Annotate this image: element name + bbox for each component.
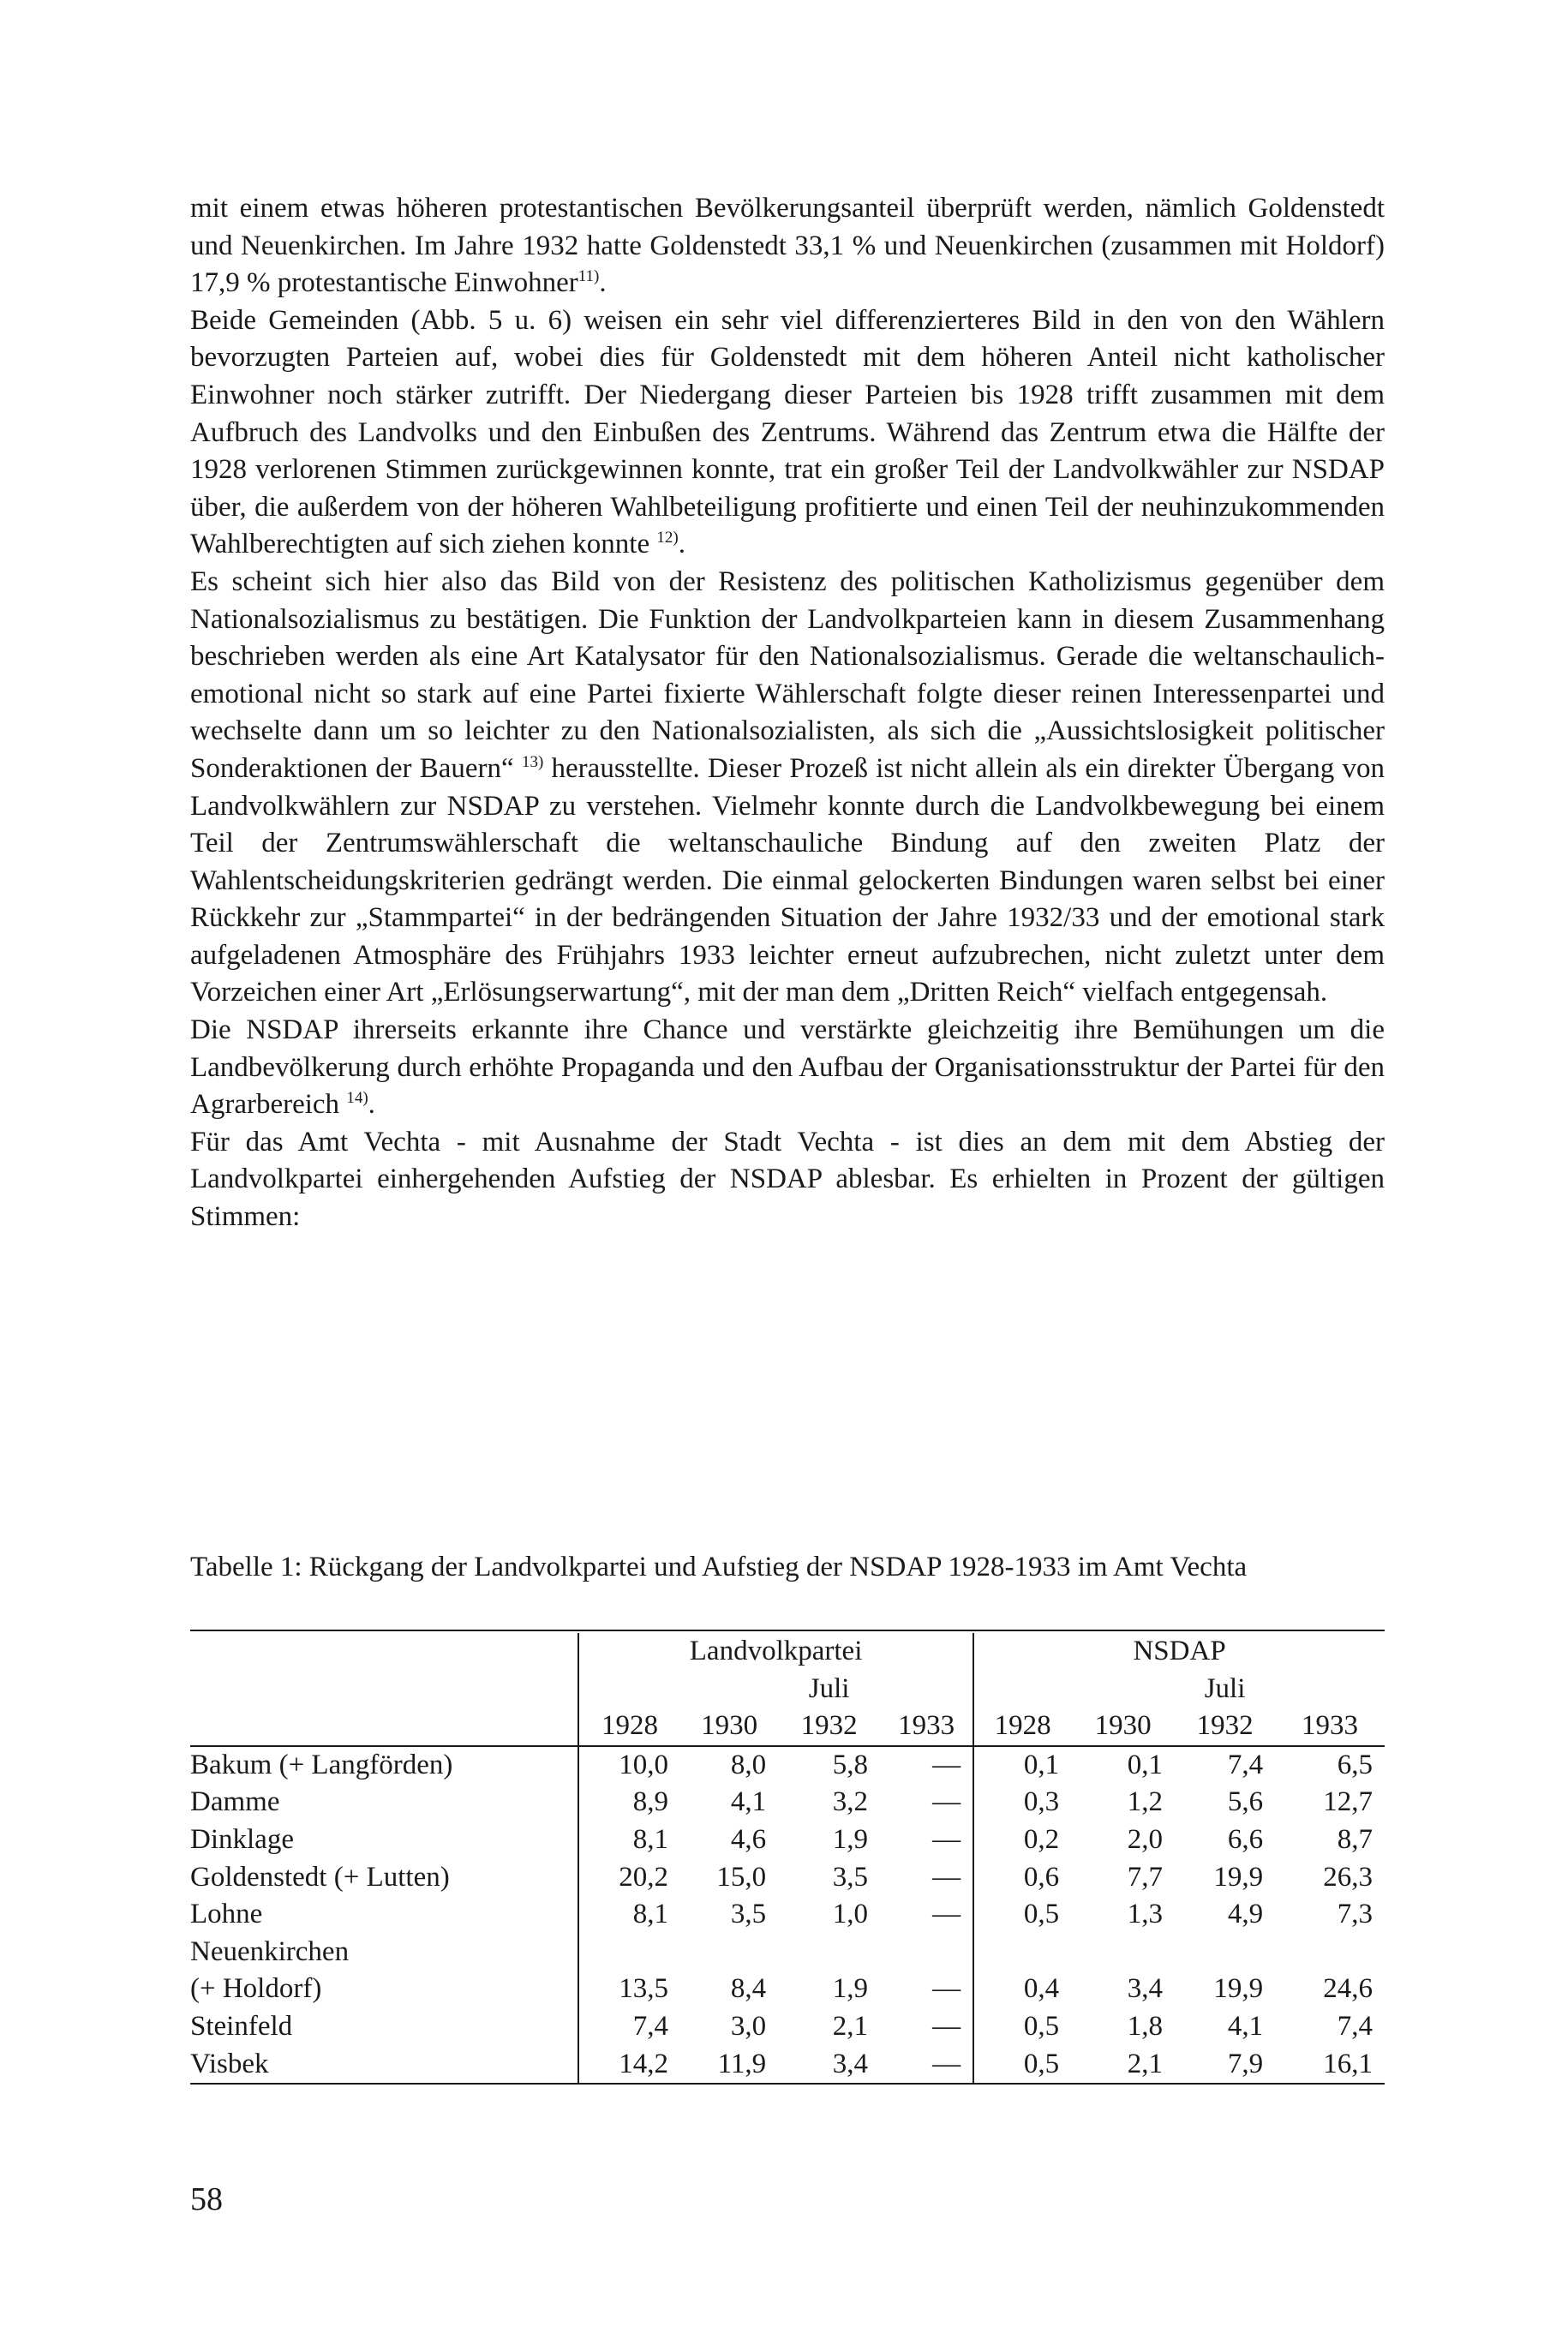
table-bottom-rule-cell (190, 2084, 1385, 2086)
header-blank (680, 1671, 778, 1708)
cell-landvolkpartei (880, 1934, 973, 1971)
table-caption: Tabelle 1: Rückgang der Landvolkpartei und Aufstieg der NSDAP 1928-1933 im Amt Vechta (190, 1552, 1248, 1582)
footnote-ref-13: 13) (521, 752, 544, 771)
cell-landvolkpartei: 3,5 (730, 1899, 767, 1930)
cell-nsdap: 24,6 (1323, 1973, 1373, 2005)
cell-landvolkpartei: — (932, 1861, 961, 1893)
paragraph-1-text: mit einem etwas höheren protestantischen Bevölkerungsanteil überprüft werden, nämlich Goldenstedt und Neuenkirchen. Im Jahre 1932 hatte Goldenstedt 33,1 % und Neuenkirchen (zusammen mit Holdorf) 17,9 % protestantische Einwohner (190, 193, 1385, 299)
table-row (190, 1934, 1385, 1971)
row-label: Bakum (+ Langförden) (190, 1749, 453, 1780)
cell-nsdap (1275, 1934, 1385, 1971)
cell-landvolkpartei (778, 1934, 880, 1971)
table-row (190, 2008, 1385, 2046)
paragraph-1-end: . (599, 267, 607, 299)
header-year: 1928 (578, 1708, 680, 1746)
cell-landvolkpartei: 14,2 (578, 2046, 680, 2085)
paragraph-3-text: Es scheint sich hier also das Bild von der Resistenz des politischen Katholizismus gegenüber dem Nationalsozialismus zu bestätigen. Die Funktion der Landvolkparteien kann in diesem Zusammenhang beschrieben werden als eine Art Katalysator für den Nationalsozialismus. Gerade die weltanschaulich-emotional nicht so stark auf eine Partei fixierte Wählerschaft folgte dieser reinen Interessenpartei und wechselte dann um so leichter zu den Nationalsozialisten, als sich die „Aussichtslosigkeit politischer Sonderaktionen der Bauern“ (190, 565, 1385, 784)
cell-landvolkpartei: 8,1 (578, 1896, 680, 1934)
table-row (190, 1822, 1385, 1859)
cell-nsdap: 12,7 (1323, 1786, 1373, 1818)
paragraph-4-text: Die NSDAP ihrerseits erkannte ihre Chance und verstärkte gleichzeitig ihre Bemühungen um die Landbevölkerung durch erhöhte Propaganda und den Aufbau der Organisationsstruktur der Partei für den Agrarbereich (190, 1014, 1385, 1121)
cell-nsdap: 0,5 (973, 2008, 1071, 2046)
footnote-ref-14: 14) (346, 1089, 368, 1108)
cell-landvolkpartei: 1,0 (832, 1899, 869, 1930)
cell-nsdap: 4,1 (1227, 2010, 1264, 2042)
cell-nsdap: 7,4 (1227, 1749, 1264, 1780)
cell-landvolkpartei: 8,9 (578, 1784, 680, 1822)
cell-nsdap: 2,1 (1127, 2048, 1164, 2079)
cell-landvolkpartei: 15,0 (716, 1861, 767, 1893)
row-label: Visbek (190, 2048, 269, 2079)
header-row-juli (190, 1671, 1385, 1708)
header-blank (880, 1671, 973, 1708)
header-landvolkpartei: Landvolkpartei (578, 1633, 973, 1671)
cell-nsdap: 0,5 (973, 1896, 1071, 1934)
cell-landvolkpartei: 4,1 (730, 1786, 767, 1818)
cell-nsdap: 0,4 (973, 1971, 1071, 2008)
cell-nsdap: 8,7 (1337, 1823, 1373, 1855)
cell-nsdap: 6,5 (1337, 1749, 1373, 1780)
footnote-ref-12: 12) (656, 529, 679, 547)
header-juli-lv: Juli (808, 1672, 850, 1704)
paragraph-2-text: Beide Gemeinden (Abb. 5 u. 6) weisen ein sehr viel differenzierteres Bild in den von den Wählern bevorzugten Parteien auf, wobei dies für Goldenstedt mit dem höheren Anteil nicht katholischer Einwohner noch stärker zutrifft. Der Niedergang dieser Parteien bis 1928 trifft zusammen mit dem Aufbruch des Landvolks und den Einbußen des Zentrums. Während das Zentrum etwa die Hälfte der 1928 verlorenen Stimmen zurückgewinnen konnte, trat ein großer Teil der Landvolkwähler zur NSDAP über, die außerdem von der höheren Wahlbeteiligung profitierte und einen Teil der neuhinzukommenden Wahlberechtigten auf sich ziehen konnte (190, 304, 1385, 560)
header-blank (578, 1671, 680, 1708)
table-row (190, 2046, 1385, 2085)
header-year: 1932 (778, 1708, 880, 1746)
cell-nsdap (1071, 1934, 1175, 1971)
header-year: 1933 (880, 1708, 973, 1746)
row-label: Lohne (190, 1899, 263, 1930)
cell-nsdap: 6,6 (1227, 1823, 1264, 1855)
cell-landvolkpartei: — (932, 1823, 961, 1855)
cell-landvolkpartei: 11,9 (717, 2048, 767, 2079)
cell-landvolkpartei (578, 1934, 680, 1971)
paragraph-3-text-b: herausstellte. Dieser Prozeß ist nicht allein als ein direkter Übergang von Landvolkwählern zur NSDAP zu verstehen. Vielmehr konnte durch die Landvolkbewegung bei einem Teil der Zentrumswählerschaft die weltanschauliche Bindung auf den zweiten Platz der Wahlentscheidungskriterien gedrängt werden. Die einmal gelockerten Bindungen waren selbst bei einer Rückkehr zur „Stammpartei“ in der bedrängenden Situation der Jahre 1932/33 und der emotional stark aufgeladenen Atmosphäre des Frühjahrs 1933 leichter erneut aufzubrechen, nicht zuletzt unter dem Vorzeichen einer Art „Erlösungserwartung“, mit der man dem „Dritten Reich“ vielfach entgegensah. (190, 752, 1385, 1008)
cell-landvolkpartei (680, 1934, 778, 1971)
cell-nsdap: 7,9 (1227, 2048, 1264, 2079)
row-label: Damme (190, 1786, 280, 1818)
cell-landvolkpartei: — (932, 2010, 961, 2042)
cell-nsdap: 1,3 (1127, 1899, 1164, 1930)
cell-landvolkpartei: 8,1 (578, 1822, 680, 1859)
row-label: Goldenstedt (+ Lutten) (190, 1861, 450, 1893)
cell-landvolkpartei: 20,2 (578, 1859, 680, 1897)
header-row-groups (190, 1633, 1385, 1671)
cell-nsdap (1175, 1934, 1275, 1971)
table-row (190, 1971, 1385, 2008)
cell-landvolkpartei: — (932, 1749, 961, 1780)
cell-nsdap: 26,3 (1323, 1861, 1373, 1893)
cell-landvolkpartei: 2,1 (832, 2010, 869, 2042)
results-table (190, 1630, 1385, 2086)
cell-nsdap: 1,8 (1127, 2010, 1164, 2042)
table-row (190, 1859, 1385, 1897)
cell-landvolkpartei: 10,0 (578, 1746, 680, 1785)
cell-landvolkpartei: 3,2 (832, 1786, 869, 1818)
cell-nsdap: 0,2 (973, 1822, 1071, 1859)
table-bottom-rule (190, 2084, 1385, 2086)
header-year: 1930 (680, 1708, 778, 1746)
table-row (190, 1896, 1385, 1934)
paragraph-4 (190, 1012, 1385, 1124)
cell-nsdap: 0,1 (1127, 1749, 1164, 1780)
header-blank (973, 1671, 1071, 1708)
cell-landvolkpartei: 4,6 (730, 1823, 767, 1855)
header-empty (190, 1708, 578, 1746)
cell-nsdap: 7,4 (1337, 2010, 1373, 2042)
cell-landvolkpartei: 3,0 (730, 2010, 767, 2042)
header-row-years (190, 1708, 1385, 1746)
paragraph-1 (190, 190, 1385, 302)
cell-nsdap: 0,3 (973, 1784, 1071, 1822)
header-year: 1933 (1275, 1708, 1385, 1746)
cell-landvolkpartei: 13,5 (578, 1971, 680, 2008)
cell-nsdap: 16,1 (1323, 2048, 1373, 2079)
cell-nsdap: 0,1 (973, 1746, 1071, 1785)
header-blank (1071, 1671, 1175, 1708)
cell-nsdap: 1,2 (1127, 1786, 1164, 1818)
row-label: Dinklage (190, 1823, 294, 1855)
cell-landvolkpartei: — (932, 2048, 961, 2079)
table-row (190, 1746, 1385, 1785)
cell-landvolkpartei: — (932, 1973, 961, 2005)
page-number: 58 (190, 2181, 223, 2217)
header-year: 1932 (1175, 1708, 1275, 1746)
paragraph-2-end: . (678, 529, 685, 560)
cell-nsdap: 4,9 (1227, 1899, 1264, 1930)
cell-landvolkpartei: — (932, 1786, 961, 1818)
paragraph-3 (190, 564, 1385, 1012)
cell-nsdap: 5,6 (1227, 1786, 1264, 1818)
cell-landvolkpartei: 1,9 (832, 1973, 869, 2005)
row-label: Neuenkirchen (190, 1935, 350, 1967)
paragraph-5: Für das Amt Vechta - mit Ausnahme der Stadt Vechta - ist dies an dem mit dem Abstieg der Landvolkpartei einhergehenden Aufstieg der NSDAP ablesbar. Es erhielten in Prozent der gültigen Stimmen: (190, 1126, 1385, 1233)
row-label: (+ Holdorf) (190, 1973, 322, 2005)
body-text (190, 190, 1385, 1236)
header-blank (1275, 1671, 1385, 1708)
cell-landvolkpartei: 3,5 (832, 1861, 869, 1893)
cell-nsdap: 19,9 (1213, 1973, 1264, 2005)
cell-landvolkpartei: 5,8 (832, 1749, 869, 1780)
header-year: 1930 (1071, 1708, 1175, 1746)
header-empty (190, 1671, 578, 1708)
paragraph-4-end: . (368, 1089, 375, 1121)
cell-landvolkpartei: 8,4 (730, 1973, 767, 2005)
cell-landvolkpartei: 7,4 (578, 2008, 680, 2046)
cell-nsdap: 0,6 (973, 1859, 1071, 1897)
cell-nsdap (973, 1934, 1071, 1971)
row-label: Steinfeld (190, 2010, 293, 2042)
cell-nsdap: 7,3 (1337, 1899, 1373, 1930)
cell-landvolkpartei: 3,4 (832, 2048, 869, 2079)
cell-nsdap: 3,4 (1127, 1973, 1164, 2005)
header-empty (190, 1633, 578, 1671)
table-row (190, 1784, 1385, 1822)
header-year: 1928 (973, 1708, 1071, 1746)
cell-nsdap: 19,9 (1213, 1861, 1264, 1893)
cell-landvolkpartei: 8,0 (730, 1749, 767, 1780)
cell-nsdap: 7,7 (1127, 1861, 1164, 1893)
paragraph-2 (190, 302, 1385, 564)
cell-nsdap: 2,0 (1127, 1823, 1164, 1855)
header-nsdap: NSDAP (973, 1633, 1385, 1671)
cell-landvolkpartei: — (932, 1899, 961, 1930)
cell-nsdap: 0,5 (973, 2046, 1071, 2085)
header-juli-ns: Juli (1204, 1672, 1246, 1704)
footnote-ref-11: 11) (578, 267, 600, 286)
cell-landvolkpartei: 1,9 (832, 1823, 869, 1855)
